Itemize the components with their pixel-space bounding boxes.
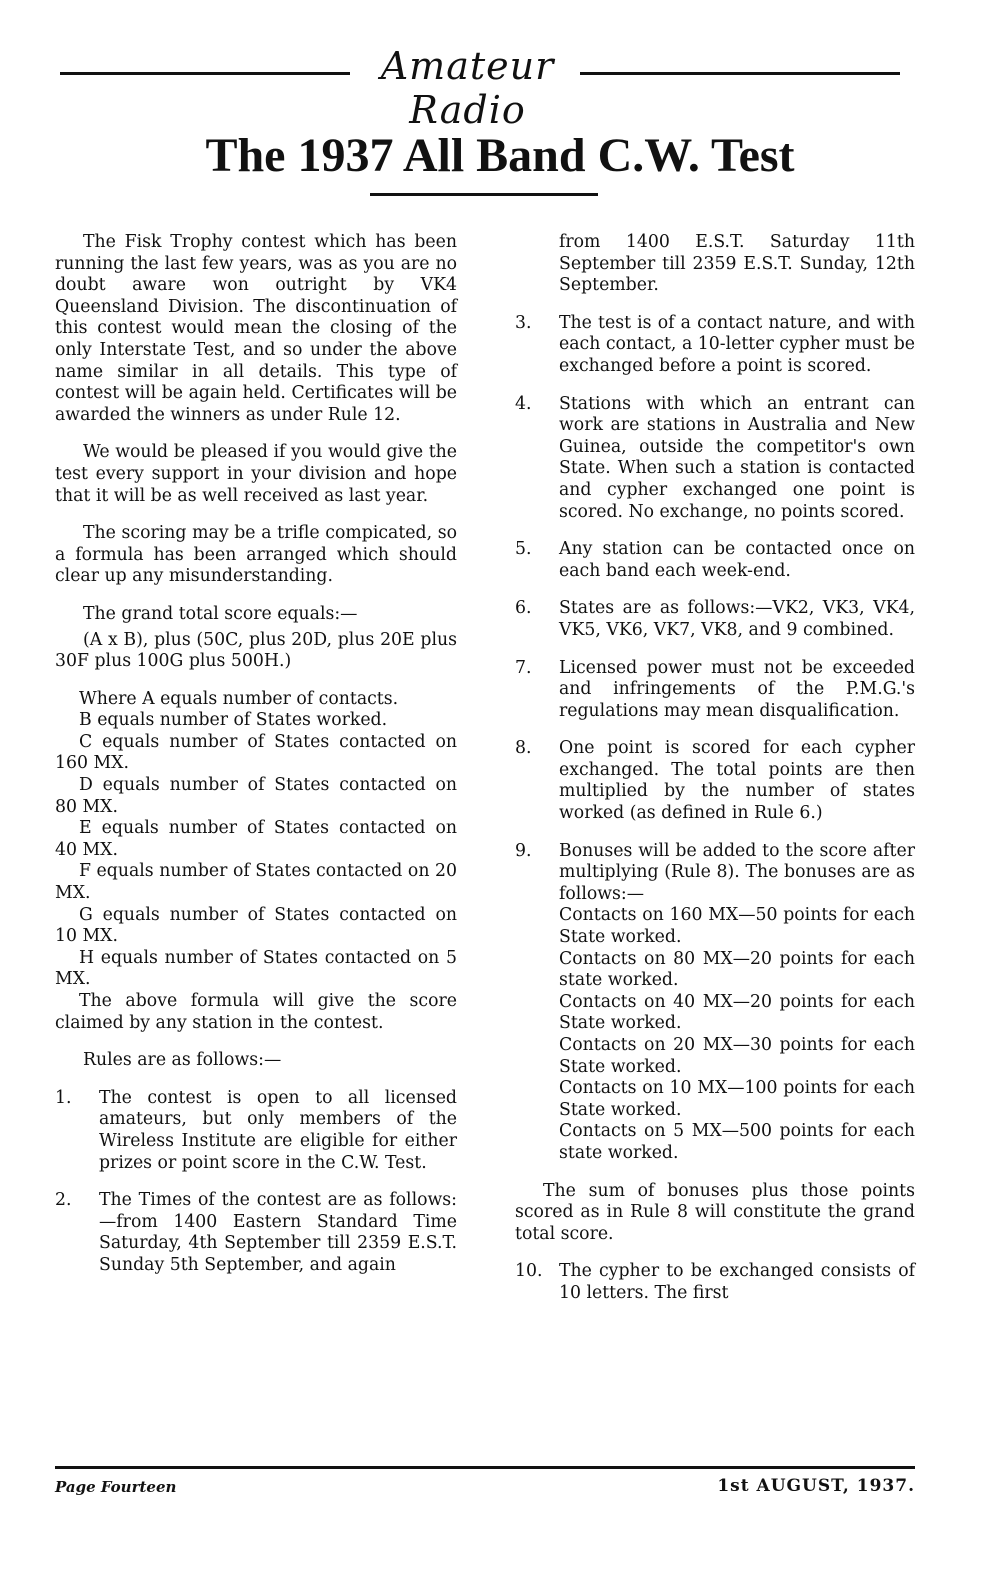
- masthead-rule-left: [60, 72, 350, 75]
- rule-text: States are as follows:—VK2, VK3, VK4, VK5, VK6, VK7, VK8, and 9 combined.: [559, 598, 915, 640]
- definition-a: Where A equals number of contacts.: [79, 688, 399, 709]
- rule-number: 3.: [515, 312, 532, 333]
- bonus-160mx: Contacts on 160 MX—50 points for each State worked.: [559, 905, 915, 948]
- definition-c: C equals number of States contacted on 160 MX.: [55, 731, 457, 774]
- rule-text: Stations with which an entrant can work are stations in Australia and New Guinea, outside the competitor's own State. When such a station is contacted and cypher exchanged one point is scored. No exchange, no points scored.: [559, 393, 915, 522]
- bonus-sum-note: The sum of bonuses plus those points scored as in Rule 8 will constitute the grand total score.: [515, 1180, 915, 1244]
- rule-text: The contest is open to all licensed amateurs, but only members of the Wireless Institute are eligible for either prizes or point score in the C.W. Test.: [99, 1087, 457, 1173]
- rule-text: The cypher to be exchanged consists of 10 letters. The first: [559, 1261, 915, 1303]
- rule-2-continued: from 1400 E.S.T. Saturday 11th September till 2359 E.S.T. Sunday, 12th September.: [559, 232, 915, 296]
- bonus-80mx: Contacts on 80 MX—20 points for each state worked.: [559, 948, 915, 991]
- definition-g: G equals number of States contacted on 10 MX.: [55, 904, 457, 947]
- rule-6: [515, 598, 915, 641]
- intro-paragraph-3: The scoring may be a trifle compicated, so a formula has been arranged which should clear up any misunderstanding.: [55, 523, 457, 587]
- title-underline: [370, 193, 598, 196]
- rule-8: [515, 738, 915, 824]
- rule-number: 2.: [55, 1190, 72, 1211]
- definition-d: D equals number of States contacted on 80 MX.: [55, 775, 457, 817]
- rules-intro: Rules are as follows:—: [83, 1050, 282, 1071]
- rule-number: 4.: [515, 393, 532, 414]
- rule-text: Licensed power must not be exceeded and infringements of the P.M.G.'s regulations may mean disqualification.: [559, 657, 915, 721]
- rule-2: [55, 1190, 457, 1276]
- left-column: [55, 232, 457, 1293]
- definition-h: H equals number of States contacted on 5 MX.: [55, 947, 457, 990]
- rule-number: 7.: [515, 657, 532, 678]
- rule-1: [55, 1088, 457, 1174]
- rule-number: 5.: [515, 539, 532, 560]
- rule-text: The test is of a contact nature, and with each contact, a 10-letter cypher must be exchanged before a point is scored.: [559, 312, 915, 376]
- formula: (A x B), plus (50C, plus 20D, plus 20E plus 30F plus 100G plus 500H.): [55, 629, 457, 672]
- definition-b: B equals number of States worked.: [79, 710, 388, 731]
- rule-number: 6.: [515, 598, 532, 619]
- rule-number: 10.: [515, 1261, 543, 1282]
- rule-number: 8.: [515, 738, 532, 759]
- article-title: The 1937 All Band C.W. Test: [205, 129, 795, 182]
- rule-9-body: [559, 841, 915, 1165]
- rule-text: One point is scored for each cypher exchanged. The total points are then multiplied by the number of states worked (as defined in Rule 6.): [559, 738, 915, 824]
- issue-date: 1st AUGUST, 1937.: [717, 1476, 915, 1496]
- page-number: Page Fourteen: [55, 1478, 177, 1496]
- rule-number: 1.: [55, 1087, 72, 1108]
- formula-note: The above formula will give the score claimed by any station in the contest.: [55, 991, 457, 1033]
- bonus-5mx: Contacts on 5 MX—500 points for each state worked.: [559, 1121, 915, 1163]
- right-column: [515, 232, 915, 1305]
- definition-f: F equals number of States contacted on 20 MX.: [55, 861, 457, 904]
- masthead-logo: Amateur Radio: [380, 44, 555, 132]
- bonus-20mx: Contacts on 20 MX—30 points for each State worked.: [559, 1035, 915, 1077]
- intro-paragraph-1: The Fisk Trophy contest which has been running the last few years, was as you are no doubt aware won outright by VK4 Queensland Division. The discontinuation of this contest would mean the closing of the only Interstate Test, and so under the above name similar in all details. This type of contest will be again held. Certificates will be awarded the winners as under Rule 12.: [55, 232, 457, 425]
- footer-rule: [55, 1466, 915, 1469]
- rule-5: [515, 539, 915, 582]
- rule-9: [515, 841, 915, 1165]
- masthead-rule-right: [580, 72, 900, 75]
- rule-3: [515, 313, 915, 378]
- rule-10: [515, 1261, 915, 1304]
- definition-e: E equals number of States contacted on 40 MX.: [55, 818, 457, 860]
- bonus-40mx: Contacts on 40 MX—20 points for each State worked.: [559, 991, 915, 1034]
- formula-definitions: [55, 689, 457, 1035]
- rule-4: [515, 394, 915, 524]
- bonus-10mx: Contacts on 10 MX—100 points for each State worked.: [559, 1078, 915, 1120]
- rule-text: The Times of the contest are as follows:—from 1400 Eastern Standard Time Saturday, 4th September till 2359 E.S.T. Sunday 5th September, and again: [99, 1190, 457, 1275]
- rule-number: 9.: [515, 840, 532, 861]
- rule-text: Bonuses will be added to the score after multiplying (Rule 8). The bonuses are as follows:—: [559, 840, 915, 904]
- rule-text: Any station can be contacted once on each band each week-end.: [559, 539, 915, 581]
- rule-7: [515, 658, 915, 723]
- intro-paragraph-2: We would be pleased if you would give the test every support in your division and hope that it will be as well received as last year.: [55, 442, 457, 506]
- masthead: [60, 42, 900, 132]
- formula-intro: The grand total score equals:—: [83, 603, 358, 624]
